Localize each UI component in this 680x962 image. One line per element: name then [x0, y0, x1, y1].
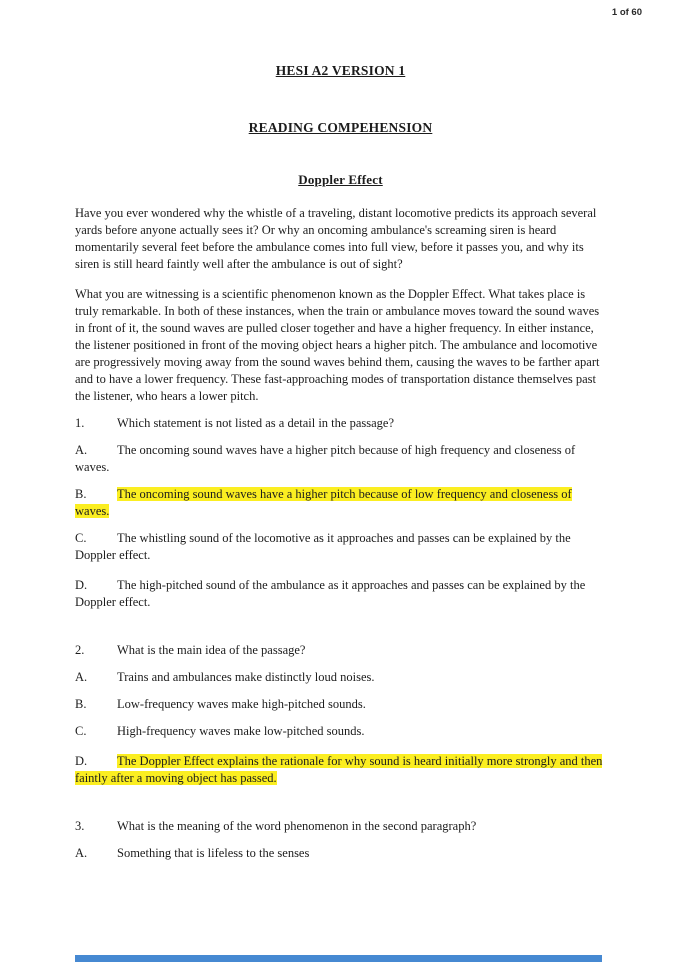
option-b [75, 486, 606, 520]
option-text: The oncoming sound waves have a higher pitch because of low frequency and closeness of waves. [75, 487, 572, 518]
option-a [75, 442, 606, 476]
option-letter: C. [75, 531, 87, 545]
option-a [75, 669, 606, 686]
option-text: The high-pitched sound of the ambulance as it approaches and passes can be explained by the Doppler effect. [75, 578, 586, 609]
option-letter: D. [75, 754, 88, 768]
question-text: What is the main idea of the passage? [117, 643, 306, 657]
option-letter: D. [75, 578, 88, 592]
option-letter: A. [75, 443, 88, 457]
option-b [75, 696, 606, 713]
option-d [75, 577, 606, 611]
bottom-blue-bar [75, 955, 602, 962]
option-a [75, 845, 606, 862]
option-text: The Doppler Effect explains the rationale for why sound is heard initially more strongly and then faintly after a moving object has passed. [75, 754, 603, 785]
question-1 [75, 415, 606, 611]
question-text: Which statement is not listed as a detail in the passage? [117, 416, 395, 430]
question-number: 3. [75, 819, 85, 833]
question-3 [75, 818, 606, 862]
document-title: HESI A2 VERSION 1 [275, 63, 406, 78]
option-text: Low-frequency waves make high-pitched sounds. [117, 697, 366, 711]
option-d [75, 753, 606, 787]
passage-title: Doppler Effect [298, 172, 383, 187]
option-c [75, 530, 606, 564]
question-2 [75, 642, 606, 787]
passage-paragraph-1: Have you ever wondered why the whistle of a traveling, distant locomotive predicts its approach several yards before anyone actually sees it? Or why an oncoming ambulance's screaming siren is heard momentarily several feet before the ambulance comes into full view, before it passes you, and why its siren is still heard faintly well after the ambulance is out of sight? [75, 206, 597, 271]
passage-paragraph-2: What you are witnessing is a scientific phenomenon known as the Doppler Effect. What takes place is truly remarkable. In both of these instances, when the train or ambulance moves toward the sound waves in front of it, the sound waves are pulled closer together and have a higher frequency. In either instance, the listener positioned in front of the moving object hears a higher pitch. The ambulance and locomotive are progressively moving away from the sound waves behind them, causing the waves to be farther apart and to have a lower frequency. These fast-approaching modes of transportation distance themselves past the listener, who hears a lower pitch. [75, 287, 600, 403]
option-c [75, 723, 606, 740]
section-heading: READING COMPEHENSION [248, 120, 433, 135]
question-number: 1. [75, 416, 85, 430]
option-letter: B. [75, 487, 87, 501]
option-text: The oncoming sound waves have a higher pitch because of high frequency and closeness of waves. [75, 443, 576, 474]
option-letter: A. [75, 670, 88, 684]
option-text: Something that is lifeless to the senses [117, 846, 310, 860]
page-indicator: 1 of 60 [611, 7, 642, 18]
option-letter: A. [75, 846, 88, 860]
option-text: Trains and ambulances make distinctly loud noises. [117, 670, 375, 684]
question-number: 2. [75, 643, 85, 657]
option-letter: B. [75, 697, 87, 711]
question-text: What is the meaning of the word phenomenon in the second paragraph? [117, 819, 477, 833]
option-text: High-frequency waves make low-pitched sounds. [117, 724, 365, 738]
option-text: The whistling sound of the locomotive as it approaches and passes can be explained by the Doppler effect. [75, 531, 571, 562]
option-letter: C. [75, 724, 87, 738]
